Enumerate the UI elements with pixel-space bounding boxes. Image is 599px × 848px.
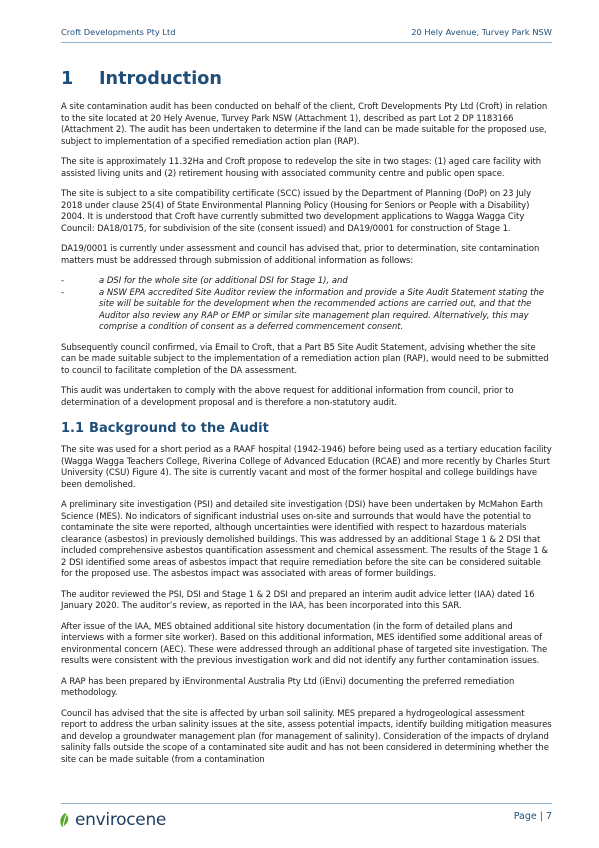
paragraph: A preliminary site investigation (PSI) and detailed site investigation (DSI) have been undertaken by McMahon Earth Science (MES). No indicators of significant industrial uses on-site and surrounds that would have the potential to contaminate the site were reported, although uncertainties were identified with respect to hazardous materials clearance (asbestos) in previously demolished buildings. This was addressed by an additional Stage 1 & 2 DSI that included comprehensive asbestos quantification assessment and chemical assessment. The results of the Stage 1 & 2 DSI identified some areas of asbestos impact that require remediation before the site can be considered suitable for the proposed use. The asbestos impact was associated with areas of former buildings. [61,499,548,578]
list-item [61,287,552,333]
list-dash: - [61,286,65,297]
paragraph: After issue of the IAA, MES obtained additional site history documentation (in the form of detailed plans and interviews with a former site worker). Based on this additional information, MES identified some additional areas of environmental concern (AEC). These were addressed through an additional phase of targeted site investigation. The results were consistent with the previous investigation work and did not identify any further contamination issues. [61,620,548,665]
section-title: Introduction [99,69,222,89]
logo-wordmark: envirocene [75,809,167,830]
footer-divider [61,803,552,804]
paragraph: A site contamination audit has been conducted on behalf of the client, Croft Developments Pty Ltd (Croft) in relation to the site located at 20 Hely Avenue, Turvey Park NSW (Attachment 1), described as part Lot 2 DP 1183166 (Attachment 2). The audit has been undertaken to determine if the land can be made suitable for the proposed use, subject to implementation of a specified remediation action plan (RAP). [61,101,548,146]
document-body [61,67,552,774]
section-heading [61,67,552,91]
header-company: Croft Developments Pty Ltd [61,27,176,37]
header-address: 20 Hely Avenue, Turvey Park NSW [411,27,552,37]
paragraph: The site was used for a short period as a RAAF hospital (1942-1946) before being used as a tertiary education facility (Wagga Wagga Teachers College, Riverina College of Advanced Education (RCAE) and more recently by Charles Sturt University (CSU) Figure 4). The site is currently vacant and most of the former hospital and college buildings have been demolished. [61,444,552,489]
paragraph: This audit was undertaken to comply with the above request for additional information from council, prior to determination of a development proposal and is therefore a non-statutory audit. [61,385,514,407]
paragraph: DA19/0001 is currently under assessment and council has advised that, prior to determination, site contamination matters must be addressed through submission of additional information as follows: [61,243,540,265]
list-item-text: a DSI for the whole site (or additional DSI for Stage 1), and [99,275,348,285]
paragraph: Subsequently council confirmed, via Email to Croft, that a Part B5 Site Audit Statement, advising whether the site can be made suitable subject to the implementation of a remediation action plan (RAP), would need to be submitted to council to facilitate completion of the DA assessment. [61,341,549,375]
paragraph: The site is subject to a site compatibility certificate (SCC) issued by the Department of Planning (DoP) on 23 July 2018 under clause 25(4) of State Environmental Planning Policy (Housing for Seniors or People with a Disability) 2004. It is understood that Croft have currently submitted two development applications to Wagga Wagga City Council: DA18/0175, for subdivision of the site (consent issued) and DA19/0001 for construction of Stage 1. [61,188,532,233]
page-number: Page | 7 [513,811,552,822]
list-dash: - [61,275,65,285]
section-number: 1 [61,69,74,89]
requirements-list [61,275,552,333]
subsection-title: Background to the Audit [89,421,269,436]
subsection-number: 1.1 [61,421,85,436]
subsection-heading [61,420,552,438]
paragraph: Council has advised that the site is affected by urban soil salinity. MES prepared a hydrogeological assessment report to address the urban salinity issues at the site, assess potential impacts, identify building mitigation measures and develop a groundwater management plan (for management of salinity). Consideration of the impacts of dryland salinity falls outside the scope of a contaminated site audit and has not been considered in determining whether the site can be made suitable (from a contamination [61,707,552,764]
paragraph: The site is approximately 11.32Ha and Croft propose to redevelop the site in two stages: (1) aged care facility with assisted living units and (2) retirement housing with associated community centre and public open space. [61,156,542,178]
envirocene-logo [58,809,167,830]
list-item [61,275,552,287]
leaf-icon [58,812,72,828]
header-divider [61,42,552,43]
paragraph: A RAP has been prepared by iEnvironmental Australia Pty Ltd (iEnvi) documenting the preferred remediation methodology. [61,675,515,697]
list-item-text: a NSW EPA accredited Site Auditor review the information and provide a Site Audit Statement stating the site will be suitable for the development when the recommended actions are carried out, and that the Auditor also review any RAP or EMP or similar site management plan required. Alternatively, this may comprise a condition of consent as a deferred commencement consent. [99,286,544,331]
paragraph: The auditor reviewed the PSI, DSI and Stage 1 & 2 DSI and prepared an interim audit advice letter (IAA) dated 16 January 2020. The auditor’s review, as reported in the IAA, has been incorporated into this SAR. [61,588,535,610]
